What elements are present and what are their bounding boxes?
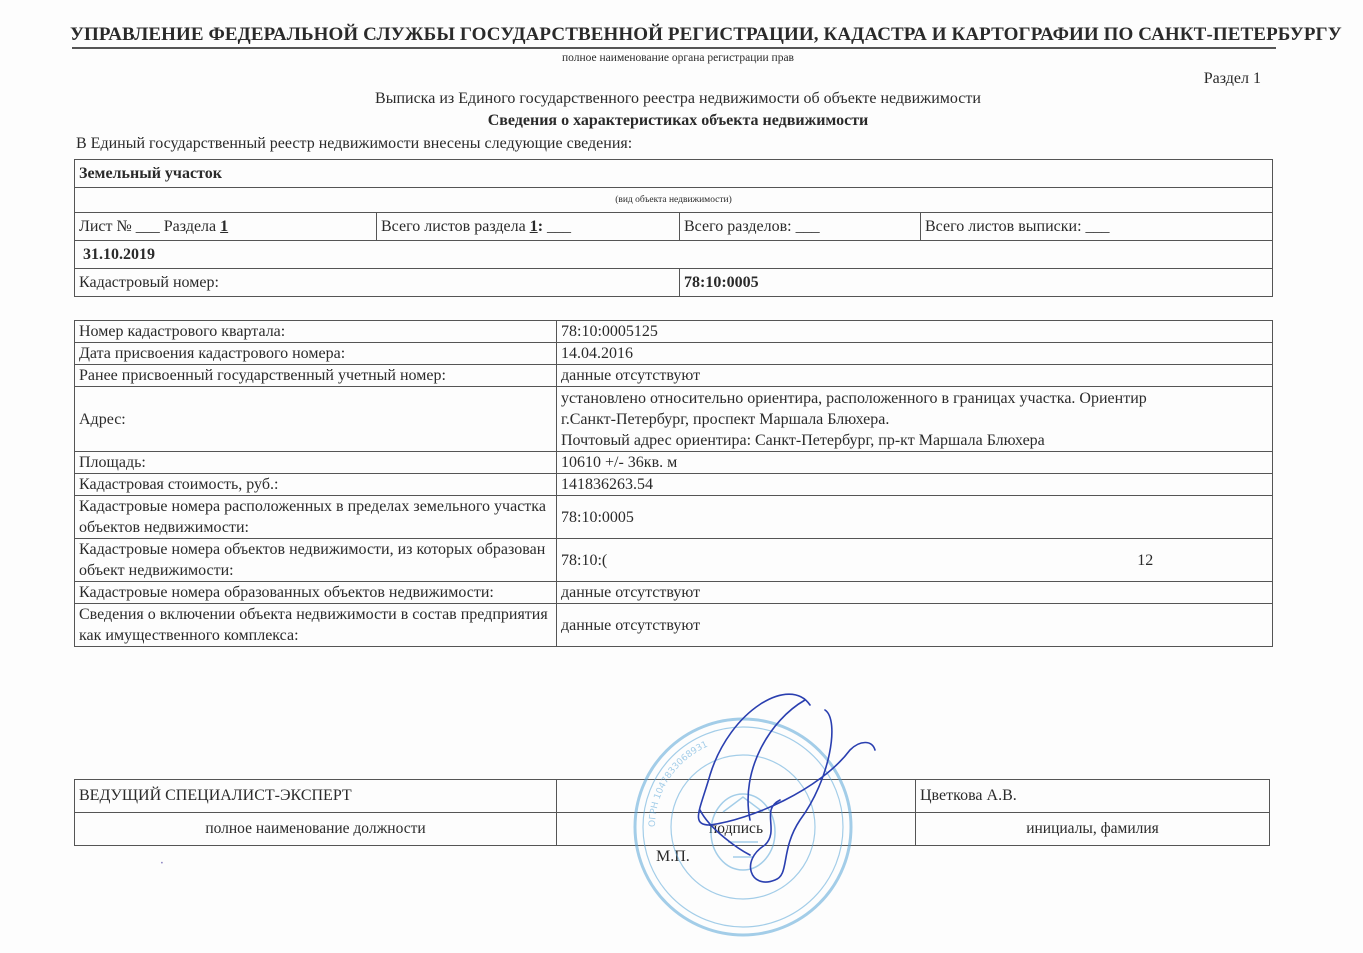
- characteristics-table: [74, 320, 1273, 647]
- table-row: [75, 496, 1273, 539]
- row-value: 78:10:0005125: [557, 321, 1273, 343]
- signer-name: Цветкова А.В.: [916, 780, 1270, 813]
- handwritten-signature: [640, 680, 880, 910]
- name-caption: инициалы, фамилия: [916, 813, 1270, 846]
- row-value: данные отсутствуют: [557, 365, 1273, 387]
- table-row: [75, 343, 1273, 365]
- object-header-table: [74, 159, 1273, 297]
- total-extract-sheets-cell: [921, 213, 1273, 241]
- cadastral-number-label: Кадастровый номер:: [75, 269, 680, 297]
- intro-text: В Единый государственный реестр недвижимости внесены следующие сведения:: [76, 135, 633, 152]
- document-title: Выписка из Единого государственного реестра недвижимости об объекте недвижимости: [375, 90, 981, 107]
- row-value: 10610 +/- 36кв. м: [557, 452, 1273, 474]
- address-line: установлено относительно ориентира, расположенного в границах участка. Ориентир: [561, 389, 1147, 407]
- sheet-number-value: ___: [135, 217, 160, 235]
- signature-caption: подпись: [557, 813, 916, 846]
- cadastral-number-value: 78:10:0005: [680, 269, 1273, 297]
- row-value: данные отсутствуют: [557, 582, 1273, 604]
- sheet-number-cell: [75, 213, 377, 241]
- address-line: Почтовый адрес ориентира: Санкт-Петербург, пр-кт Маршала Блюхера: [561, 431, 1045, 449]
- row-label: Сведения о включении объекта недвижимости в состав предприятия как имущественного комплекса:: [75, 604, 557, 647]
- table-row: [75, 539, 1273, 582]
- total-sections-label: Всего разделов:: [684, 217, 792, 235]
- row-label: Адрес:: [75, 387, 557, 452]
- object-type-caption: (вид объекта недвижимости): [75, 188, 1273, 213]
- section-of-label: Раздела: [163, 217, 217, 235]
- row-value: 14.04.2016: [557, 343, 1273, 365]
- total-section-sheets-value: ___: [547, 217, 572, 235]
- total-section-sheets-cell: Всего листов раздела 1: ___: [377, 213, 680, 241]
- organization-caption: полное наименование органа регистрации прав: [562, 52, 794, 64]
- row-label: Номер кадастрового квартала:: [75, 321, 557, 343]
- total-section-sheets-section: 1: [529, 217, 538, 235]
- object-type: Земельный участок: [75, 160, 1273, 188]
- address-value: [557, 387, 1273, 452]
- table-row: [75, 321, 1273, 343]
- section-label: Раздел 1: [1203, 70, 1261, 87]
- section-of-value: 1: [220, 217, 229, 235]
- row-value: данные отсутствуют: [557, 604, 1273, 647]
- table-row: [75, 474, 1273, 496]
- address-line: г.Санкт-Петербург, проспект Маршала Блюхера.: [561, 410, 890, 428]
- organization-name: УПРАВЛЕНИЕ ФЕДЕРАЛЬНОЙ СЛУЖБЫ ГОСУДАРСТВЕННОЙ РЕГИСТРАЦИИ, КАДАСТРА И КАРТОГРАФИИ ПО САНКТ-ПЕТЕРБУРГУ: [70, 24, 1342, 45]
- table-row: [75, 604, 1273, 647]
- sheet-number-label: Лист №: [79, 217, 132, 235]
- row-label: Кадастровые номера образованных объектов недвижимости:: [75, 582, 557, 604]
- seal-place-label: М.П.: [656, 848, 690, 865]
- stray-ink-mark-icon: ‧: [160, 856, 164, 870]
- row-label: Дата присвоения кадастрового номера:: [75, 343, 557, 365]
- total-sections-value: ___: [795, 217, 820, 235]
- document-subtitle: Сведения о характеристиках объекта недвижимости: [487, 112, 869, 129]
- row-value: 78:10:0005: [557, 496, 1273, 539]
- row-value-tail: 12: [1137, 551, 1154, 569]
- table-row: [75, 582, 1273, 604]
- total-sections-cell: [680, 213, 921, 241]
- total-section-sheets-label: Всего листов раздела: [381, 217, 526, 235]
- row-value: 141836263.54: [557, 474, 1273, 496]
- row-label: Ранее присвоенный государственный учетный номер:: [75, 365, 557, 387]
- table-row: [75, 452, 1273, 474]
- seal-text: ОГРН 1047833068931: [647, 739, 710, 828]
- total-extract-sheets-label: Всего листов выписки:: [925, 217, 1082, 235]
- position-title: ВЕДУЩИЙ СПЕЦИАЛИСТ-ЭКСПЕРТ: [75, 780, 557, 813]
- row-label: Кадастровые номера объектов недвижимости, из которых образован объект недвижимости:: [75, 539, 557, 582]
- extract-date: 31.10.2019: [75, 241, 1273, 269]
- row-label: Площадь:: [75, 452, 557, 474]
- organization-underline: [72, 47, 1276, 49]
- row-label: Кадастровые номера расположенных в пределах земельного участка объектов недвижимости:: [75, 496, 557, 539]
- table-row: [75, 387, 1273, 452]
- row-value-cell: [557, 539, 1273, 582]
- total-extract-sheets-value: ___: [1085, 217, 1110, 235]
- row-value: 78:10:(: [561, 551, 608, 569]
- position-caption: полное наименование должности: [75, 813, 557, 846]
- table-row: [75, 365, 1273, 387]
- row-label: Кадастровая стоимость, руб.:: [75, 474, 557, 496]
